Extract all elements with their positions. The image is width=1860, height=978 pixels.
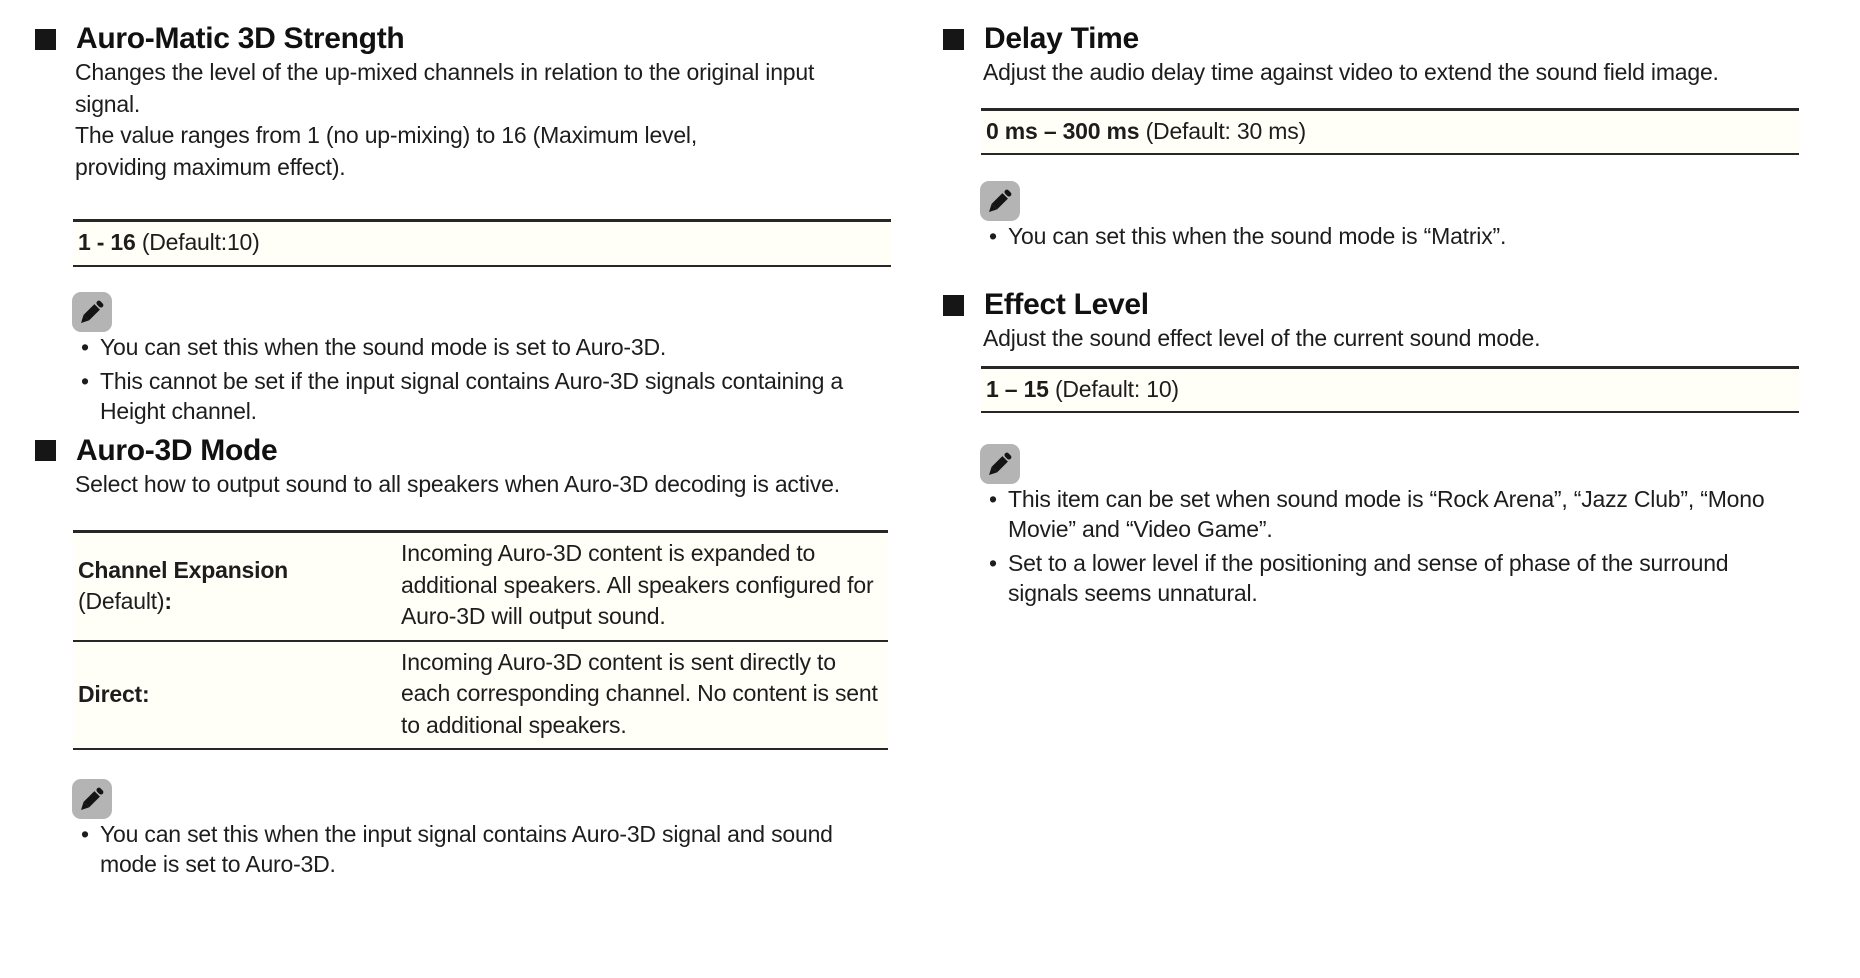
bullet-icon: • bbox=[81, 821, 89, 847]
left-column bbox=[35, 0, 891, 883]
bullet-icon: • bbox=[989, 550, 997, 576]
section-heading-auro-3d-mode bbox=[35, 433, 891, 469]
body-paragraph: Adjust the sound effect level of the current sound mode. bbox=[983, 325, 1541, 351]
value-range-box bbox=[73, 219, 891, 267]
right-column bbox=[943, 0, 1799, 612]
range-value: 1 – 15 bbox=[986, 375, 1049, 402]
heading-square-icon bbox=[35, 440, 56, 461]
spec-table bbox=[73, 530, 888, 750]
range-default: (Default: 30 ms) bbox=[1139, 117, 1307, 144]
section-title: Delay Time bbox=[984, 22, 1139, 55]
note-item bbox=[983, 548, 1768, 608]
table-row bbox=[73, 533, 888, 642]
heading-square-icon bbox=[35, 29, 56, 50]
term-default: (Default): bbox=[78, 588, 172, 615]
body-paragraph: Changes the level of the up-mixed channels in relation to the original input signal. bbox=[75, 59, 815, 117]
section-title: Auro-3D Mode bbox=[76, 433, 278, 467]
note-list bbox=[75, 332, 891, 426]
section-title: Effect Level bbox=[984, 288, 1149, 321]
section-heading-delay-time bbox=[943, 21, 1799, 57]
term-cell bbox=[73, 642, 401, 749]
bullet-icon: • bbox=[989, 223, 997, 249]
section-heading-effect-level bbox=[943, 287, 1799, 323]
bullet-icon: • bbox=[81, 333, 89, 360]
note-list bbox=[983, 221, 1799, 251]
value-range-box bbox=[981, 366, 1799, 414]
note-pencil-icon bbox=[980, 444, 1020, 484]
note-item bbox=[75, 332, 891, 362]
section-title: Auro-Matic 3D Strength bbox=[76, 22, 405, 55]
range-default: (Default: 10) bbox=[1048, 375, 1179, 402]
note-pencil-icon bbox=[980, 181, 1020, 221]
note-list bbox=[75, 819, 891, 879]
bullet-icon: • bbox=[81, 367, 89, 394]
note-text: This item can be set when sound mode is “Rock Arena”, “Jazz Club”, “Mono Movie” and “Video Game”. bbox=[1008, 486, 1765, 542]
term-name: Channel Expansion bbox=[78, 556, 289, 583]
section-heading-auro-matic-3d-strength bbox=[35, 21, 891, 57]
value-range-box bbox=[981, 108, 1799, 156]
note-pencil-icon bbox=[72, 292, 112, 332]
heading-square-icon bbox=[943, 29, 964, 50]
body-paragraph: The value ranges from 1 (no up-mixing) to 16 (Maximum level, providing maximum effect). bbox=[75, 122, 698, 180]
range-value: 0 ms – 300 ms bbox=[986, 117, 1140, 144]
note-text: You can set this when the sound mode is set to Auro-3D. bbox=[100, 333, 667, 360]
range-value: 1 - 16 bbox=[78, 229, 136, 255]
desc-cell: Incoming Auro-3D content is sent directly to each corresponding channel. No content is sent to additional speakers. bbox=[401, 648, 878, 738]
term-cell bbox=[73, 533, 401, 640]
heading-square-icon bbox=[943, 295, 964, 316]
note-text: Set to a lower level if the positioning and sense of phase of the surround signals seems unnatural. bbox=[1008, 550, 1729, 606]
body-paragraph: Adjust the audio delay time against video to extend the sound field image. bbox=[983, 59, 1719, 85]
note-list bbox=[983, 484, 1799, 608]
desc-cell: Incoming Auro-3D content is expanded to additional speakers. All speakers configured for Auro-3D will output sound. bbox=[401, 540, 874, 629]
table-row bbox=[73, 642, 888, 751]
bullet-icon: • bbox=[989, 486, 997, 512]
note-item bbox=[983, 221, 1799, 251]
note-item bbox=[983, 484, 1798, 544]
range-default: (Default:10) bbox=[135, 229, 260, 255]
body-paragraph: Select how to output sound to all speakers when Auro-3D decoding is active. bbox=[75, 470, 840, 497]
note-pencil-icon bbox=[72, 779, 112, 819]
note-text: This cannot be set if the input signal contains Auro-3D signals containing a Height channel. bbox=[100, 367, 843, 424]
note-text: You can set this when the sound mode is “Matrix”. bbox=[1008, 223, 1507, 249]
note-item bbox=[75, 366, 891, 426]
note-item bbox=[75, 819, 835, 879]
term-name: Direct: bbox=[78, 681, 150, 707]
note-text: You can set this when the input signal contains Auro-3D signal and sound mode is set to Auro-3D. bbox=[100, 821, 833, 877]
